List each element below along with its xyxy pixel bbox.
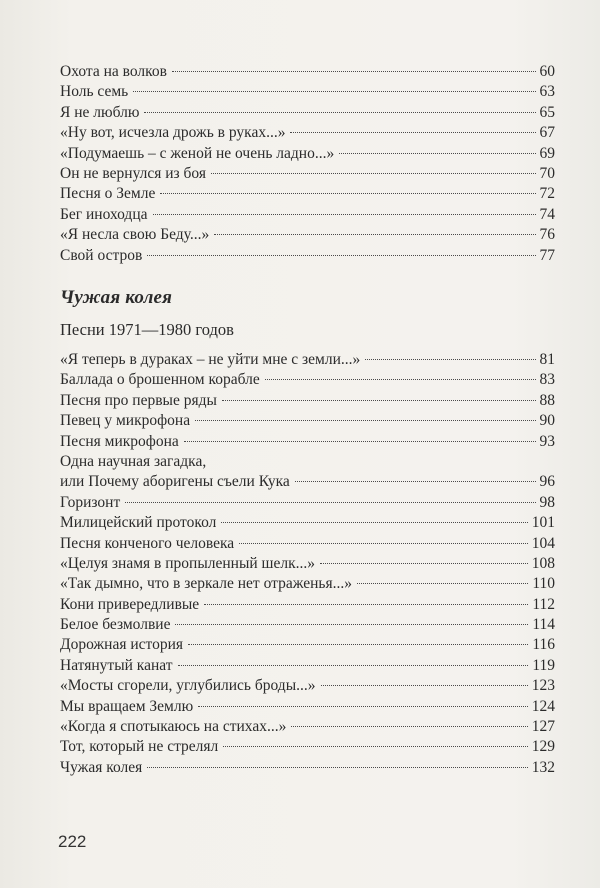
toc-entry: [60, 534, 555, 554]
dot-leader: [320, 563, 528, 564]
toc-entry: [60, 615, 555, 635]
dot-leader: [188, 644, 528, 645]
toc-entry: [60, 123, 555, 143]
toc-entry-title: «Я несла свою Беду...»: [60, 226, 210, 244]
dot-leader: [223, 746, 527, 747]
toc-entry-page: 132: [531, 758, 555, 776]
toc-list-part1: [60, 62, 555, 266]
toc-entry: [60, 676, 555, 696]
toc-entry-page: 67: [539, 124, 555, 142]
toc-entry-title: Баллада о брошенном корабле: [60, 371, 260, 389]
toc-entry-page: 70: [539, 164, 555, 182]
toc-entry: [60, 737, 555, 757]
toc-entry-page: 129: [531, 738, 555, 756]
dot-leader: [204, 604, 528, 605]
toc-entry-title: «Целуя знамя в пропыленный шелк...»: [60, 554, 315, 572]
toc-entry-title: Ноль семь: [60, 83, 129, 101]
toc-entry-page: 81: [539, 351, 555, 368]
toc-entry-title: «Ну вот, исчезла дрожь в руках...»: [60, 124, 286, 142]
toc-entry: [60, 103, 555, 123]
toc-entry: [60, 144, 555, 164]
toc-entry-title: Горизонт: [60, 493, 121, 511]
dot-leader: [295, 481, 536, 482]
toc-list-part2: [60, 350, 555, 778]
dot-leader: [222, 400, 536, 401]
toc-entry-title: Песня о Земле: [60, 185, 156, 203]
dot-leader: [133, 91, 535, 92]
toc-entry: [60, 595, 555, 615]
toc-entry: [60, 411, 555, 431]
toc-entry: [60, 554, 555, 574]
toc-entry-page: 96: [539, 473, 555, 491]
dot-leader: [125, 502, 535, 503]
dot-leader: [265, 379, 536, 380]
toc-entry-page: 83: [539, 371, 555, 389]
toc-entry-first-line: Одна научная загадка,: [60, 452, 207, 470]
toc-entry-page: 60: [539, 63, 555, 80]
toc-entry-title: Белое безмолвие: [60, 616, 171, 634]
toc-entry-title: «Мосты сгорели, углубились броды...»: [60, 677, 316, 695]
toc-entry-title: «Так дымно, что в зеркале нет отраженья...»: [60, 575, 352, 593]
toc-entry-title: Чужая колея: [60, 758, 143, 776]
toc-entry: [60, 391, 555, 411]
dot-leader: [211, 173, 535, 174]
toc-entry: [60, 717, 555, 737]
toc-entry-page: 112: [532, 595, 555, 613]
page-number: 222: [58, 832, 87, 851]
toc-entry-title: Кони привередливые: [60, 595, 200, 613]
toc-entry-page: 76: [539, 226, 555, 244]
toc-entry-page: 90: [539, 412, 555, 430]
toc-entry-title: Певец у микрофона: [60, 412, 191, 430]
dot-leader: [198, 706, 528, 707]
toc-entry-page: 72: [539, 185, 555, 203]
dot-leader: [339, 153, 535, 154]
dot-leader: [321, 685, 528, 686]
dot-leader: [221, 522, 527, 523]
toc-entry-title: Тот, который не стрелял: [60, 738, 219, 756]
toc-entry-title: Милицейский протокол: [60, 514, 217, 532]
toc-entry: [60, 184, 555, 204]
subsection-title: Песни 1971—1980 годов: [60, 320, 234, 339]
toc-entry-page: 110: [532, 575, 555, 593]
toc-entry-title: Натянутый канат: [60, 656, 173, 674]
toc-entry: [60, 246, 555, 266]
toc-entry-page: 119: [532, 656, 555, 674]
toc-entry-title: Свой остров: [60, 246, 143, 264]
dot-leader: [172, 71, 536, 72]
toc-entry-title: Мы вращаем Землю: [60, 697, 194, 715]
toc-entry-title: «Когда я спотыкаюсь на стихах...»: [60, 718, 287, 736]
dot-leader: [291, 726, 527, 727]
toc-entry: [60, 513, 555, 533]
dot-leader: [147, 255, 535, 256]
toc-entry: [60, 205, 555, 225]
dot-leader: [214, 234, 535, 235]
toc-entry: [60, 656, 555, 676]
toc-entry: [60, 493, 555, 513]
toc-entry: [60, 574, 555, 594]
dot-leader: [153, 214, 536, 215]
toc-entry: [60, 758, 555, 778]
toc-entry-title: «Подумаешь – с женой не очень ладно...»: [60, 144, 335, 162]
toc-entry-page: 104: [531, 534, 555, 552]
toc-entry: [60, 82, 555, 102]
section-title: Чужая колея: [60, 287, 173, 308]
toc-entry-page: 98: [539, 493, 555, 511]
toc-entry: [60, 697, 555, 717]
toc-entry-title: Песня микрофона: [60, 432, 179, 450]
toc-entry-title: Дорожная история: [60, 636, 183, 654]
toc-entry-page: 93: [539, 432, 555, 450]
dot-leader: [184, 441, 536, 442]
toc-entry-title: Песня про первые ряды: [60, 391, 217, 409]
toc-entry-title: Песня конченого человека: [60, 534, 235, 552]
toc-entry-page: 88: [539, 391, 555, 409]
toc-entry-page: 77: [539, 246, 555, 264]
toc-entry: [60, 350, 555, 370]
toc-entry-page: 114: [532, 616, 555, 634]
toc-entry-page: 127: [531, 718, 555, 736]
toc-entry-title: Он не вернулся из боя: [60, 164, 207, 182]
toc-entry-page: 123: [531, 677, 555, 695]
dot-leader: [365, 359, 535, 360]
toc-entry-title: Охота на волков: [60, 63, 167, 80]
toc-entry: [60, 635, 555, 655]
toc-entry: [60, 62, 555, 82]
toc-entry-page: 124: [531, 697, 555, 715]
toc-entry: [60, 432, 555, 452]
toc-entry: [60, 225, 555, 245]
toc-entry-page: 116: [532, 636, 555, 654]
dot-leader: [175, 624, 528, 625]
toc-entry-page: 69: [539, 144, 555, 162]
toc-entry: [60, 370, 555, 390]
toc-entry-title: или Почему аборигены съели Кука: [60, 473, 290, 491]
toc-entry: [60, 472, 555, 492]
dot-leader: [195, 420, 535, 421]
toc-entry-page: 101: [531, 514, 555, 532]
toc-entry-page: 65: [539, 103, 555, 121]
toc-entry-page: 74: [539, 205, 555, 223]
toc-entry-title: «Я теперь в дураках – не уйти мне с земли...»: [60, 351, 361, 368]
dot-leader: [178, 665, 529, 666]
dot-leader: [147, 767, 528, 768]
dot-leader: [290, 132, 535, 133]
dot-leader: [160, 193, 535, 194]
dot-leader: [239, 543, 528, 544]
toc-entry-page: 63: [539, 83, 555, 101]
toc-entry-page: 108: [531, 554, 555, 572]
dot-leader: [357, 583, 528, 584]
toc-entry: [60, 164, 555, 184]
dot-leader: [144, 112, 535, 113]
toc-entry-title: Я не люблю: [60, 103, 140, 121]
toc-entry-title: Бег иноходца: [60, 205, 148, 223]
